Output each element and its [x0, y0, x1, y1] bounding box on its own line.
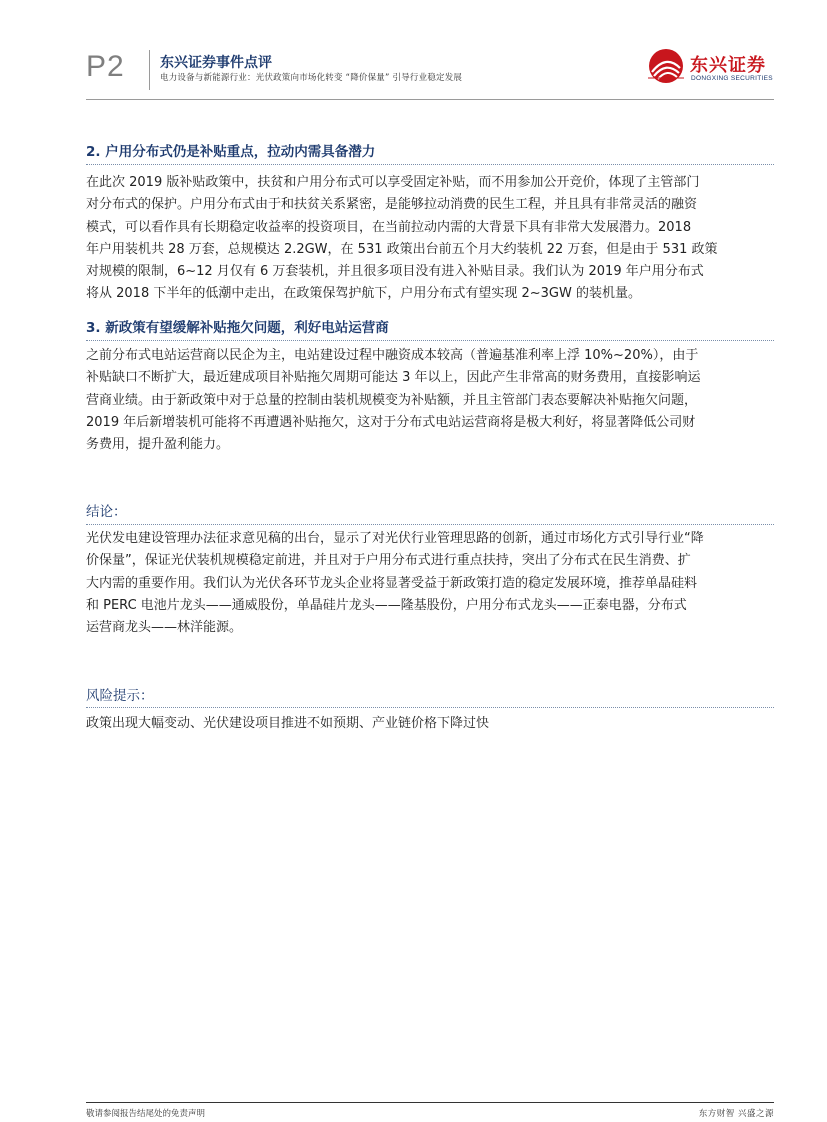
text-line: 将从 2018 下半年的低潮中走出，在政策保驾护航下，户用分布式有望实现 2~3GW 的装机量。	[86, 286, 641, 302]
text-line: 务费用，提升盈利能力。	[86, 437, 230, 453]
text-line: 大内需的重要作用。我们认为光伏各环节龙头企业将显著受益于新政策打造的稳定发展环境，推荐单晶硅料	[86, 575, 698, 591]
text-line: 价保量”，保证光伏装机规模稳定前进，并且对于户用分布式进行重点扶持，突出了分布式在民生消费、扩	[86, 553, 691, 569]
paragraph-conclusion	[86, 528, 774, 639]
paragraph-risk	[86, 713, 774, 735]
text-line: 之前分布式电站运营商以民企为主，电站建设过程中融资成本较高（普遍基准利率上浮 10%~20%），由于	[86, 348, 699, 363]
conclusion-label: 结论：	[86, 504, 127, 520]
text-line: 在此次 2019 版补贴政策中，扶贫和户用分布式可以享受固定补贴，而不用参加公开竞价，体现了主管部门	[86, 175, 700, 190]
logo-subtext: DONGXING SECURITIES	[691, 75, 773, 82]
section-divider	[86, 164, 774, 165]
logo-wordmark: 东兴证券	[690, 55, 766, 76]
footer-slogan: 东方财智 兴盛之源	[698, 1109, 774, 1119]
risk-divider	[86, 707, 774, 708]
paragraph-subsidy-arrears	[86, 345, 774, 456]
header-rule	[86, 99, 774, 100]
section-divider	[86, 340, 774, 341]
section-heading-subsidy-arrears: 3. 新政策有望缓解补贴拖欠问题，利好电站运营商	[86, 320, 389, 336]
text-line: 对规模的限制，6~12 月仅有 6 万套装机，并且很多项目没有进入补贴目录。我们认为 2019 年户用分布式	[86, 264, 704, 280]
text-line: 对分布式的保护。户用分布式由于和扶贫关系紧密，是能够拉动消费的民生工程，并且具有非常灵活的融资	[86, 197, 698, 213]
section-heading-household-distributed: 2. 户用分布式仍是补贴重点，拉动内需具备潜力	[86, 144, 376, 160]
report-subtitle: 电力设备与新能源行业：光伏政策向市场化转变 “降价保量” 引导行业稳定发展	[160, 73, 463, 83]
footer-disclaimer: 敬请参阅报告结尾处的免责声明	[86, 1109, 206, 1119]
header-divider	[149, 50, 150, 90]
series-title: 东兴证券事件点评	[160, 55, 272, 71]
conclusion-divider	[86, 524, 774, 525]
risk-label: 风险提示：	[86, 688, 154, 704]
text-line: 营商业绩。由于新政策中对于总量的控制由装机规模变为补贴额，并且主管部门表态要解决补贴拖欠问题，	[86, 392, 698, 408]
page-number: P2	[86, 50, 125, 83]
text-line: 年户用装机共 28 万套，总规模达 2.2GW，在 531 政策出台前五个月大约装机 22 万套，但是由于 531 政策	[86, 241, 718, 257]
text-line: 补贴缺口不断扩大，最近建成项目补贴拖欠周期可能达 3 年以上，因此产生非常高的财务费用，直接影响运	[86, 370, 701, 386]
footer-rule	[86, 1102, 774, 1103]
text-line: 2019 年后新增装机可能将不再遭遇补贴拖欠，这对于分布式电站运营商将是极大利好，将显著降低公司财	[86, 414, 696, 430]
text-line: 光伏发电建设管理办法征求意见稿的出台，显示了对光伏行业管理思路的创新，通过市场化方式引导行业“降	[86, 531, 704, 546]
text-line: 政策出现大幅变动、光伏建设项目推进不如预期、产业链价格下降过快	[86, 716, 490, 731]
text-line: 运营商龙头——林洋能源。	[86, 620, 243, 636]
text-line: 模式，可以看作具有长期稳定收益率的投资项目，在当前拉动内需的大背景下具有非常大发展潜力。2018	[86, 219, 692, 235]
paragraph-household-distributed	[86, 172, 774, 306]
text-line: 和 PERC 电池片龙头——通威股份，单晶硅片龙头——隆基股份，户用分布式龙头——正泰电器，分布式	[86, 597, 687, 613]
